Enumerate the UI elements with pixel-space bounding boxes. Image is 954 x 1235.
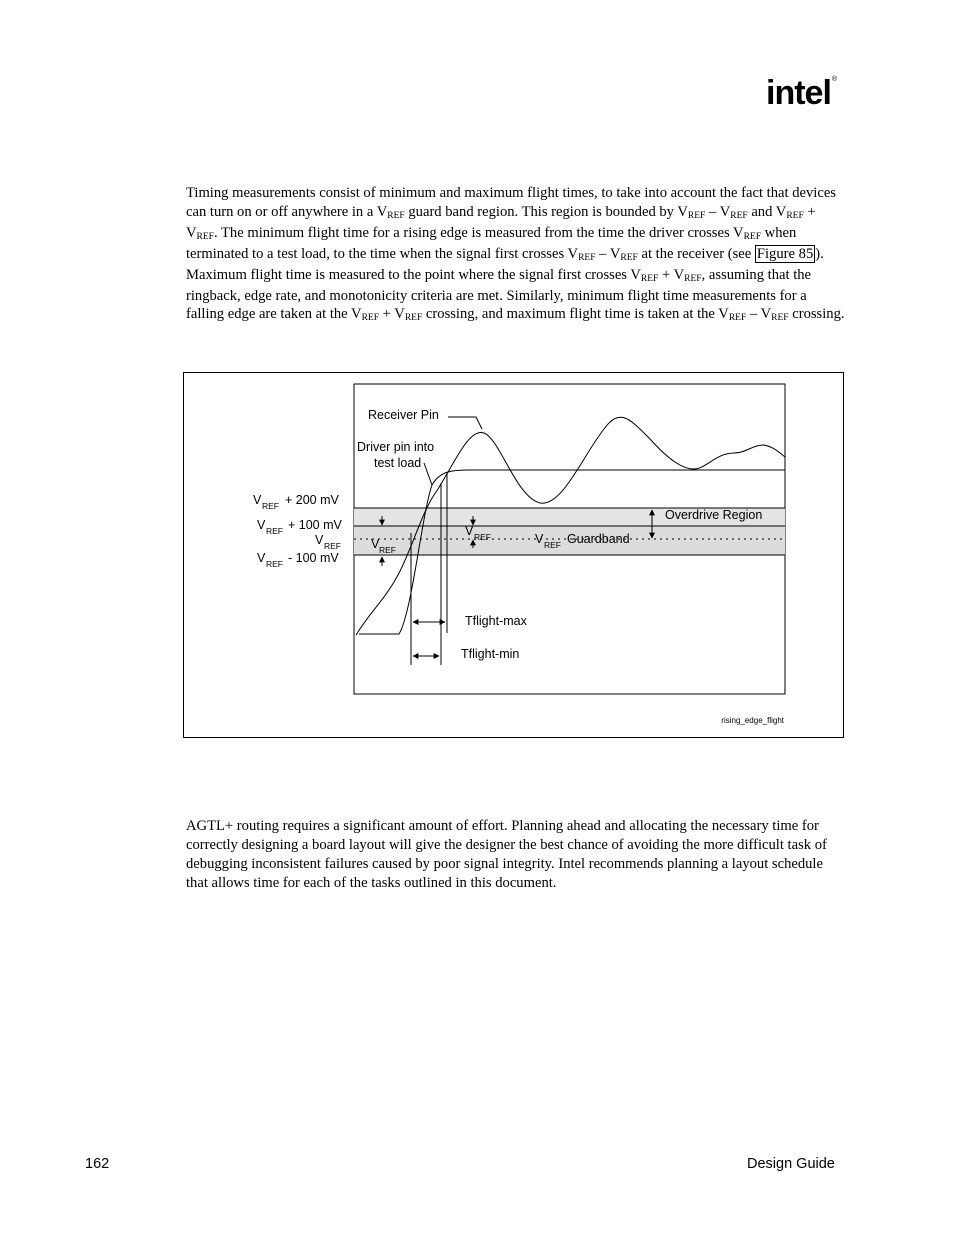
guardband-vref-v: V: [535, 532, 544, 546]
left-vref-ref: REF: [379, 545, 396, 555]
tflight-min-label: Tflight-min: [461, 647, 520, 661]
vref-plus-100-v: V: [257, 518, 266, 532]
figure-id-caption: rising_edge_flight: [721, 716, 784, 725]
rising-edge-flight-figure: [183, 372, 844, 738]
intel-logo: intel®: [766, 74, 837, 112]
paragraph-timing-measurements: Timing measurements consist of minimum and maximum flight times, to take into account the fact that devices can turn on or off anywhere in a $V_{REF}$ guard band region. This region is bounded by $V_{REF} - V_{REF}$ and $V_{REF} + V_{REF}$. The minimum flight time for a rising edge is measured from the time the driver crosses $V_{REF}$ when terminated to a test load, to the time when the signal first crosses $V_{REF} - V_{REF}$ at the receiver (see Figure 85 ). Maximum flight time is measured to the point where the signal first crosses $V_{REF} + V_{REF}$, assuming that the ringback, edge rate, and monotonicity criteria are met. Similarly, minimum flight time measurements for a falling edge are taken at the $V_{REF} + V_{REF}$ crossing, and maximum flight time is taken at the $V_{REF} - V_{REF}$ crossing.: [186, 185, 845, 324]
vref-minus-100-label: - 100 mV: [288, 551, 339, 565]
vref-plus-100-label: + 100 mV: [288, 518, 342, 532]
waveform-diagram: [184, 373, 845, 739]
vref-minus-100-ref: REF: [266, 559, 283, 569]
receiver-pin-label: Receiver Pin: [368, 408, 439, 422]
registered-mark: ®: [831, 76, 837, 83]
overdrive-region-label: Overdrive Region: [665, 508, 763, 522]
paragraph-agtl-routing: AGTL+ routing requires a significant amount of effort. Planning ahead and allocating the necessary time for correctly designing a board layout will give the designer the best chance of avoiding the more difficult task of debugging inconsistent failures caused by poor signal integrity. Intel recommends planning a layout schedule that allows time for each of the tasks outlined in this document.: [186, 818, 827, 891]
driver-pin-label-line1: Driver pin into: [357, 440, 435, 454]
vref-plus-200-v: V: [253, 493, 262, 507]
guardband-label: Guardband: [567, 532, 630, 546]
vref-plus-200-ref: REF: [262, 501, 279, 511]
vref-center-v: V: [315, 533, 324, 547]
driver-pin-label-line2: test load: [374, 456, 422, 470]
vref-plus-200-label: + 200 mV: [285, 493, 339, 507]
left-vref-v: V: [371, 537, 380, 551]
mid-vref-ref: REF: [474, 532, 491, 542]
page-number: 162: [85, 1156, 110, 1172]
tflight-max-label: Tflight-max: [465, 614, 527, 628]
vref-plus-100-ref: REF: [266, 526, 283, 536]
guardband-vref-ref: REF: [544, 540, 561, 550]
vref-minus-100-v: V: [257, 551, 266, 565]
footer-doc-title: Design Guide: [747, 1156, 835, 1172]
vref-center-ref: REF: [324, 541, 341, 551]
mid-vref-v: V: [465, 524, 474, 538]
figure-85-link[interactable]: Figure 85: [756, 245, 814, 262]
